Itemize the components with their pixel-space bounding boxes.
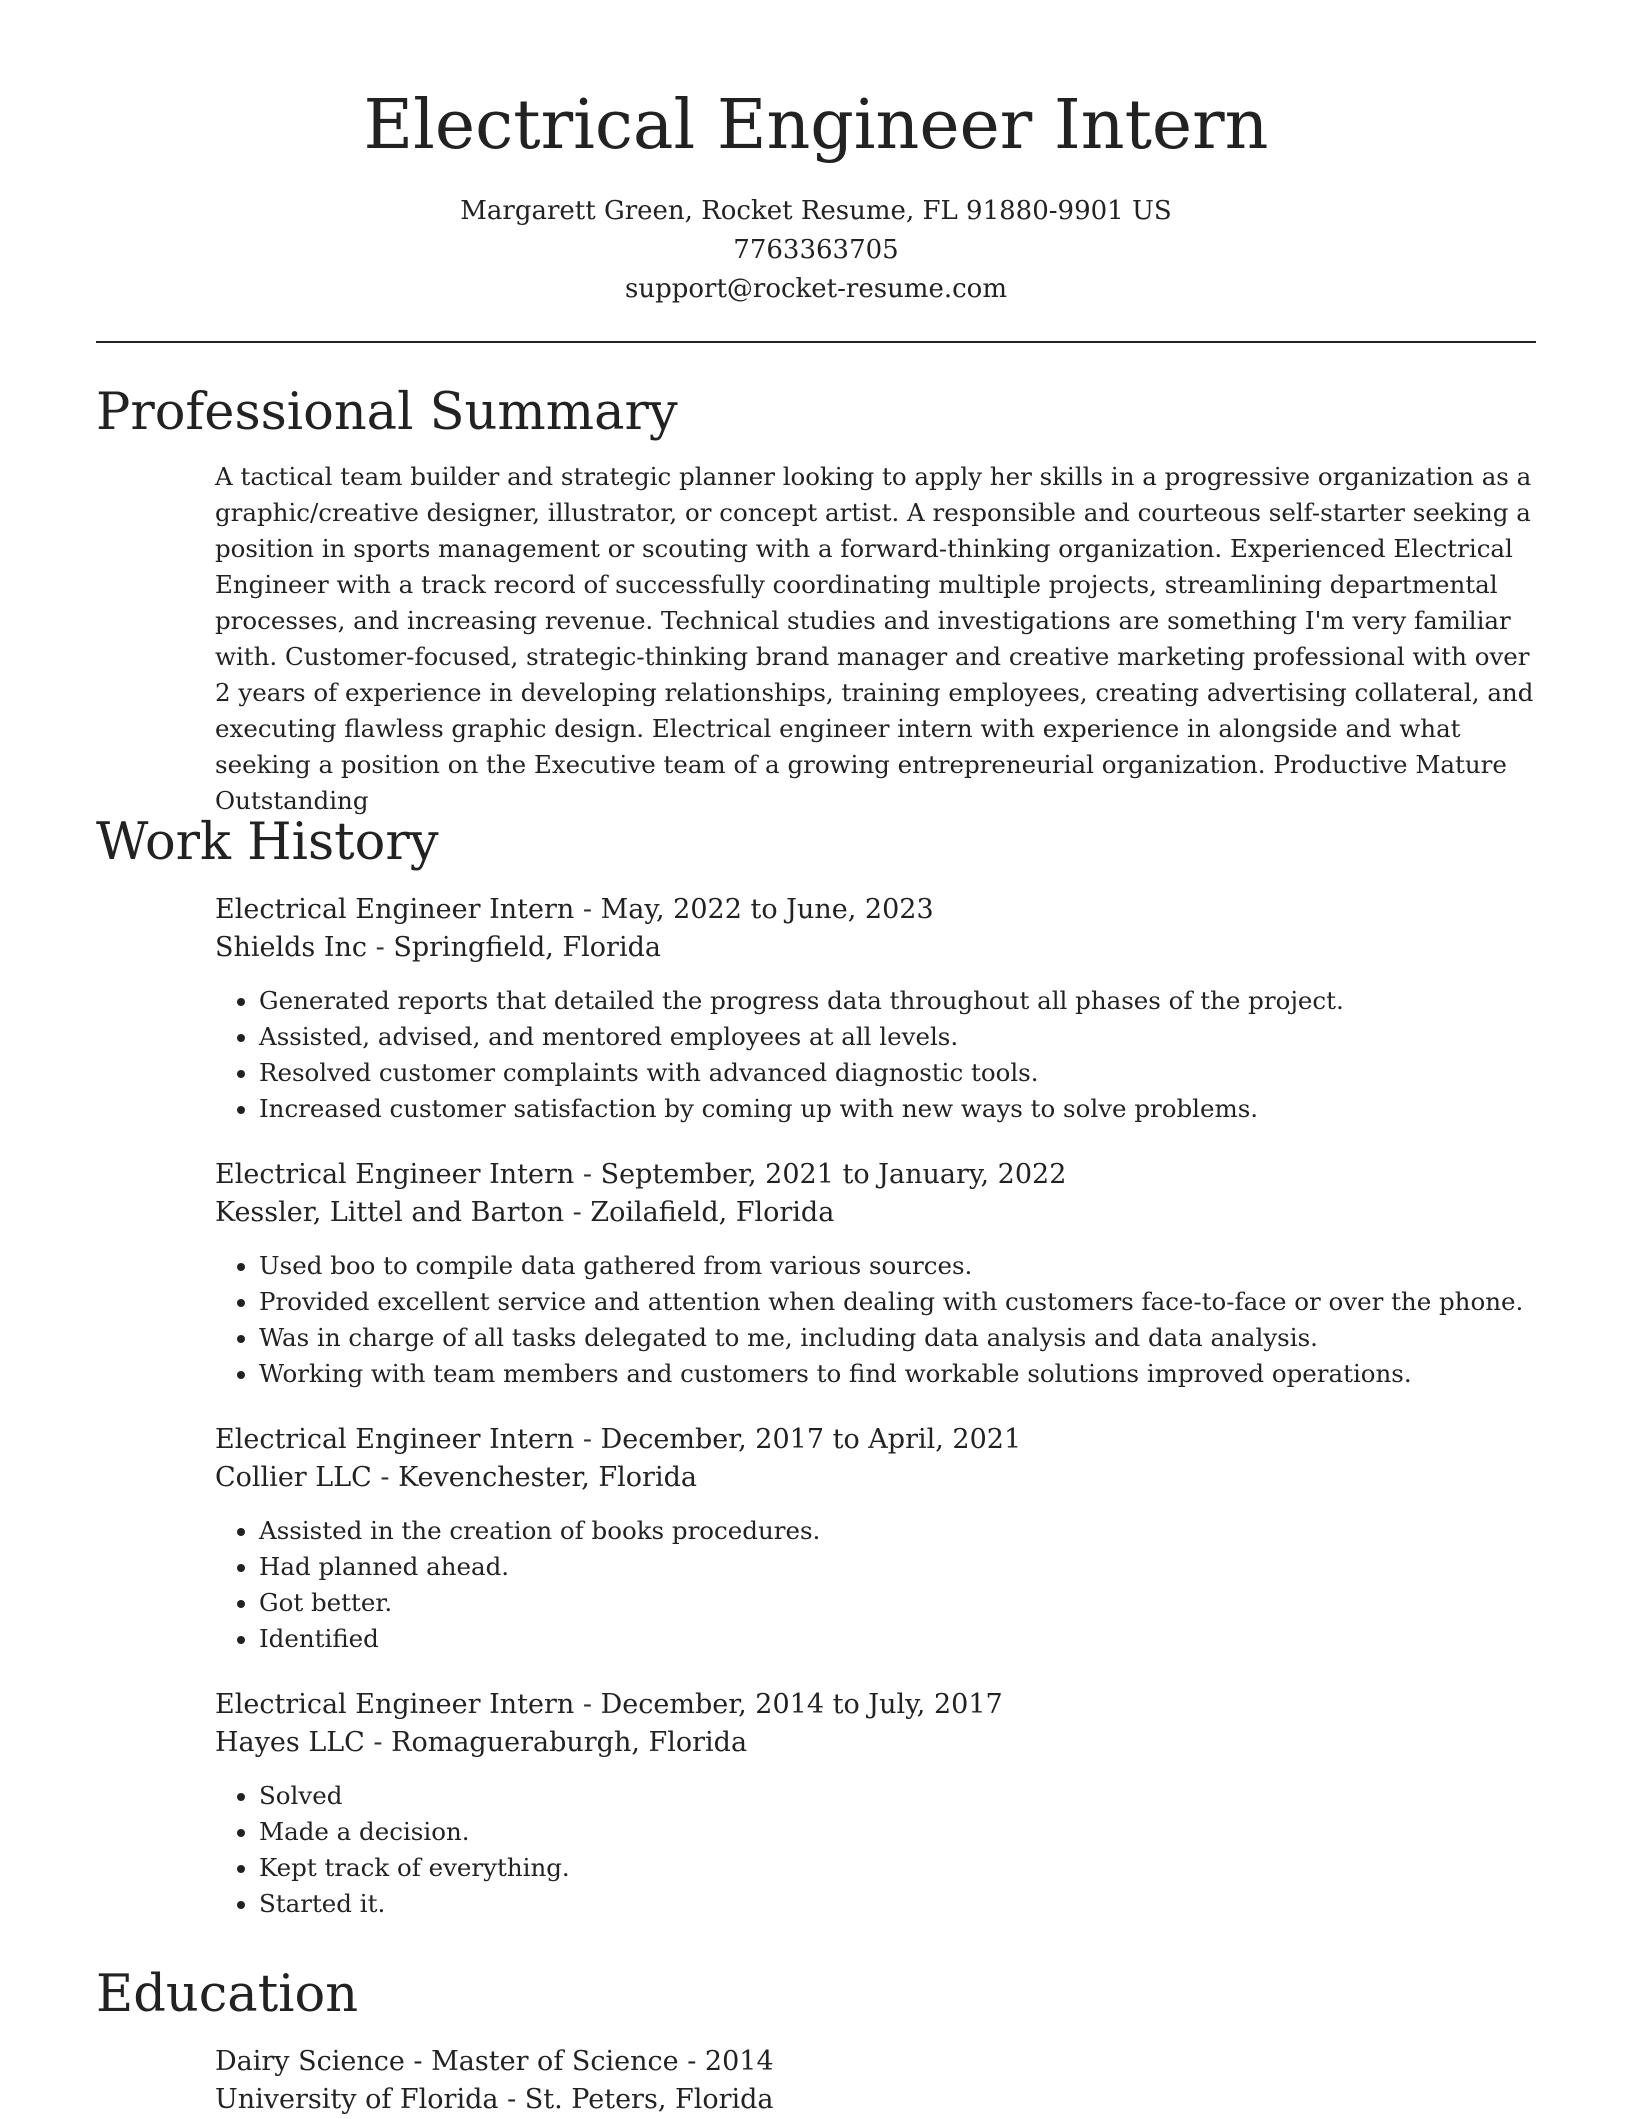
- education-degree: Master of Science: [431, 2046, 679, 2077]
- education-location: St. Peters, Florida: [524, 2084, 774, 2115]
- job-bullet: • Resolved customer complaints with advanced diagnostic tools.: [259, 1055, 1535, 1091]
- contact-block: [0, 192, 1632, 309]
- contact-email: support@rocket-resume.com: [624, 274, 1007, 304]
- job-bullet: • Assisted in the creation of books procedures.: [259, 1513, 1535, 1549]
- job-title: Electrical Engineer Intern: [215, 1424, 575, 1455]
- job-title: Electrical Engineer Intern: [215, 1159, 575, 1190]
- job-location: Kevenchester, Florida: [398, 1462, 697, 1493]
- summary-heading: Professional Summary: [96, 383, 678, 442]
- job-bullet: • Working with team members and customers to find workable solutions improved operations.: [259, 1356, 1535, 1392]
- contact-phone: 7763363705: [733, 235, 899, 265]
- education-school: University of Florida: [215, 2084, 499, 2115]
- job-dates: September, 2021 to January, 2022: [600, 1159, 1067, 1190]
- job-bullet: • Made a decision.: [259, 1814, 1535, 1850]
- job-location: Romagueraburgh, Florida: [391, 1727, 748, 1758]
- job-entry: [215, 1686, 1535, 1922]
- job-bullet: • Had planned ahead.: [259, 1549, 1535, 1585]
- job-company-line: Shields Inc - Springfield, Florida: [215, 932, 661, 963]
- job-title-line: Electrical Engineer Intern - September, 2021 to January, 2022: [215, 1159, 1067, 1190]
- job-bullet: • Used boo to compile data gathered from various sources.: [259, 1248, 1535, 1284]
- education-field: Dairy Science: [215, 2046, 405, 2077]
- job-title: Electrical Engineer Intern: [215, 894, 575, 925]
- job-bullet: • Solved: [259, 1778, 1535, 1814]
- job-entry: [215, 1421, 1535, 1657]
- contact-address: Margarett Green, Rocket Resume, FL 91880-9901 US: [460, 196, 1172, 226]
- resume-header: [0, 0, 1632, 309]
- job-entry: [215, 891, 1535, 1127]
- education-school-line: University of Florida - St. Peters, Florida: [215, 2084, 774, 2115]
- job-title-line: Electrical Engineer Intern - May, 2022 to June, 2023: [215, 894, 934, 925]
- job-entry: [215, 1156, 1535, 1392]
- header-divider: [96, 341, 1536, 343]
- job-bullet: • Generated reports that detailed the progress data throughout all phases of the project.: [259, 983, 1535, 1019]
- job-title: Electrical Engineer Intern: [215, 1689, 575, 1720]
- education-heading: Education: [96, 1965, 359, 2024]
- job-dates: December, 2017 to April, 2021: [600, 1424, 1022, 1455]
- job-location: Springfield, Florida: [393, 932, 661, 963]
- job-bullet: • Kept track of everything.: [259, 1850, 1535, 1886]
- job-bullets: [215, 1778, 1535, 1922]
- job-dates: May, 2022 to June, 2023: [600, 894, 934, 925]
- education-entry: [215, 2043, 1535, 2119]
- job-bullet: • Got better.: [259, 1585, 1535, 1621]
- job-location: Zoilafield, Florida: [590, 1197, 835, 1228]
- job-bullet: • Started it.: [259, 1886, 1535, 1922]
- education-degree-line: Dairy Science - Master of Science - 2014: [215, 2046, 774, 2077]
- job-company-line: Collier LLC - Kevenchester, Florida: [215, 1462, 697, 1493]
- job-company: Hayes LLC: [215, 1727, 365, 1758]
- job-bullets: [215, 983, 1535, 1127]
- job-company-line: Hayes LLC - Romagueraburgh, Florida: [215, 1727, 748, 1758]
- job-bullet: • Increased customer satisfaction by coming up with new ways to solve problems.: [259, 1091, 1535, 1127]
- job-bullet: • Was in charge of all tasks delegated to me, including data analysis and data analysis.: [259, 1320, 1535, 1356]
- education-list: [215, 2043, 1535, 2119]
- resume-title: Electrical Engineer Intern: [363, 86, 1269, 165]
- job-bullet: • Identified: [259, 1621, 1535, 1657]
- job-title-line: Electrical Engineer Intern - December, 2014 to July, 2017: [215, 1689, 1003, 1720]
- job-company: Kessler, Littel and Barton: [215, 1197, 565, 1228]
- job-bullet: • Provided excellent service and attention when dealing with customers face-to-face or over the phone.: [259, 1284, 1535, 1320]
- work-history-list: [215, 891, 1535, 1951]
- summary-text: A tactical team builder and strategic planner looking to apply her skills in a progressive organization as a graphic/creative designer, illustrator, or concept artist. A responsible and courteous self-starter seeking a position in sports management or scouting with a forward-thinking organization. Experienced Electrical Engineer with a track record of successfully coordinating multiple projects, streamlining departmental processes, and increasing revenue. Technical studies and investigations are something I'm very familiar with. Customer-focused, strategic-thinking brand manager and creative marketing professional with over 2 years of experience in developing relationships, training employees, creating advertising collateral, and executing flawless graphic design. Electrical engineer intern with experience in alongside and what seeking a position on the Executive team of a growing entrepreneurial organization. Productive Mature Outstanding: [215, 462, 1534, 815]
- job-company: Collier LLC: [215, 1462, 372, 1493]
- job-title-line: Electrical Engineer Intern - December, 2017 to April, 2021: [215, 1424, 1022, 1455]
- job-bullet: • Assisted, advised, and mentored employees at all levels.: [259, 1019, 1535, 1055]
- job-company-line: Kessler, Littel and Barton - Zoilafield, Florida: [215, 1197, 835, 1228]
- job-dates: December, 2014 to July, 2017: [600, 1689, 1003, 1720]
- job-bullets: [215, 1248, 1535, 1392]
- job-company: Shields Inc: [215, 932, 368, 963]
- education-year: 2014: [704, 2046, 774, 2077]
- job-bullets: [215, 1513, 1535, 1657]
- work-history-heading: Work History: [96, 813, 439, 872]
